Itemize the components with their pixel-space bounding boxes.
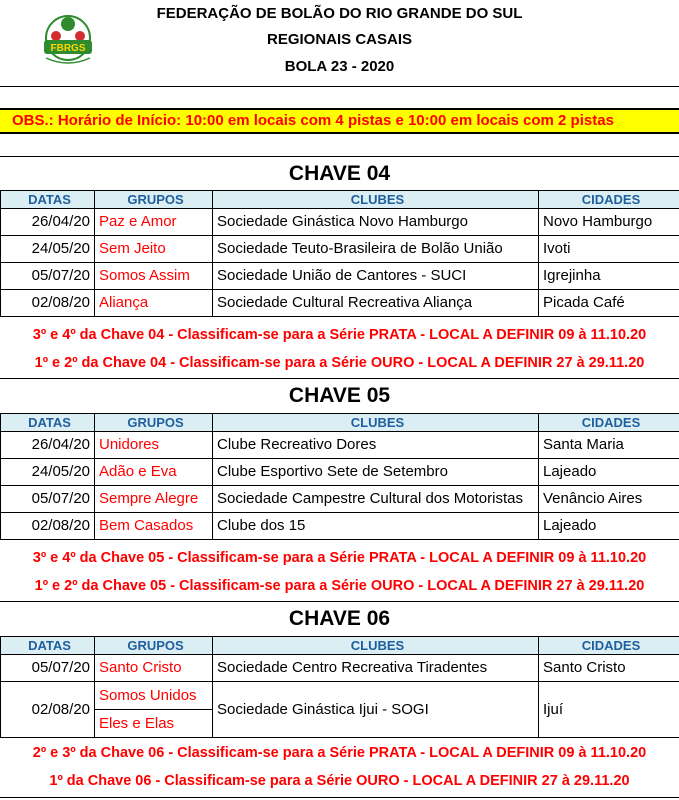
table-row: [1, 682, 679, 738]
divider: [0, 378, 679, 379]
divider: [0, 601, 679, 602]
table-header-row: [1, 191, 679, 209]
table-row: [1, 209, 679, 236]
chave-06-table: [0, 636, 679, 738]
table-row: [1, 236, 679, 263]
table-row: [1, 290, 679, 317]
document-header: [0, 0, 679, 86]
chave-04-table: [0, 190, 679, 317]
cell-cidade: Ivoti: [539, 236, 679, 263]
col-cidades: CIDADES: [539, 637, 679, 655]
table-header-row: [1, 637, 679, 655]
col-datas: DATAS: [1, 414, 95, 432]
cell-data: 05/07/20: [1, 263, 95, 290]
chave-06-ouro-note: 1º da Chave 06 - Classificam-se para a Série OURO - LOCAL A DEFINIR 27 à 29.11.20: [49, 773, 630, 789]
cell-cidade: Santo Cristo: [539, 655, 679, 682]
cell-data: 24/05/20: [1, 459, 95, 486]
table-header-row: [1, 414, 679, 432]
cell-clube: Sociedade Ginástica Novo Hamburgo: [213, 209, 539, 236]
cell-cidade: Lajeado: [539, 459, 679, 486]
federation-title: FEDERAÇÃO DE BOLÃO DO RIO GRANDE DO SUL: [156, 5, 523, 22]
cell-grupo: Sempre Alegre: [95, 486, 213, 513]
chave-04-ouro-note: 1º e 2º da Chave 04 - Classificam-se para a Série OURO - LOCAL A DEFINIR 27 à 29.11.20: [34, 355, 645, 371]
cell-clube: Sociedade Centro Recreativa Tiradentes: [213, 655, 539, 682]
col-grupos: GRUPOS: [95, 414, 213, 432]
col-datas: DATAS: [1, 637, 95, 655]
cell-clube: Clube Recreativo Dores: [213, 432, 539, 459]
col-clubes: CLUBES: [213, 191, 539, 209]
col-grupos: GRUPOS: [95, 191, 213, 209]
event-title: REGIONAIS CASAIS: [266, 31, 413, 48]
cell-grupo: Somos Unidos: [99, 687, 197, 704]
chave-04-title: CHAVE 04: [288, 162, 391, 185]
col-grupos: GRUPOS: [95, 637, 213, 655]
cell-clube: Sociedade Cultural Recreativa Aliança: [213, 290, 539, 317]
cell-clube: Sociedade Campestre Cultural dos Motoristas: [213, 486, 539, 513]
cell-data: 02/08/20: [1, 682, 95, 738]
chave-05-ouro-note: 1º e 2º da Chave 05 - Classificam-se para a Série OURO - LOCAL A DEFINIR 27 à 29.11.20: [34, 578, 645, 594]
cell-data: 05/07/20: [1, 655, 95, 682]
table-row: [1, 263, 679, 290]
logo-text: FBRGS: [50, 43, 86, 54]
cell-clube: Clube Esportivo Sete de Setembro: [213, 459, 539, 486]
cell-cidade: Ijuí: [539, 682, 679, 738]
chave-04-prata-note: 3º e 4º da Chave 04 - Classificam-se para a Série PRATA - LOCAL A DEFINIR 09 à 11.10.20: [32, 327, 647, 343]
divider: [0, 156, 679, 157]
table-row: [1, 513, 679, 540]
cell-grupo: Paz e Amor: [95, 209, 213, 236]
cell-grupo: Adão e Eva: [95, 459, 213, 486]
chave-05-title: CHAVE 05: [288, 384, 391, 407]
cell-grupo: Aliança: [95, 290, 213, 317]
cell-grupo: Sem Jeito: [95, 236, 213, 263]
divider: [0, 86, 679, 87]
cell-grupo-split: [95, 682, 213, 738]
cell-data: 24/05/20: [1, 236, 95, 263]
col-clubes: CLUBES: [213, 637, 539, 655]
table-row: [1, 655, 679, 682]
cell-cidade: Picada Café: [539, 290, 679, 317]
cell-clube: Sociedade Ginástica Ijui - SOGI: [213, 682, 539, 738]
cell-clube: Sociedade Teuto-Brasileira de Bolão União: [213, 236, 539, 263]
chave-06-prata-note: 2º e 3º da Chave 06 - Classificam-se para a Série PRATA - LOCAL A DEFINIR 09 à 11.10.20: [32, 745, 647, 761]
cell-clube: Sociedade União de Cantores - SUCI: [213, 263, 539, 290]
cell-data: 26/04/20: [1, 209, 95, 236]
cell-grupo: Unidores: [95, 432, 213, 459]
table-row: [1, 486, 679, 513]
chave-05-prata-note: 3º e 4º da Chave 05 - Classificam-se para a Série PRATA - LOCAL A DEFINIR 09 à 11.10.20: [32, 550, 647, 566]
divider: [0, 797, 679, 798]
col-cidades: CIDADES: [539, 191, 679, 209]
table-row: [1, 459, 679, 486]
col-cidades: CIDADES: [539, 414, 679, 432]
chave-06-title: CHAVE 06: [288, 607, 391, 630]
cell-cidade: Igrejinha: [539, 263, 679, 290]
cell-cidade: Santa Maria: [539, 432, 679, 459]
event-subtitle: BOLA 23 - 2020: [284, 58, 395, 75]
cell-data: 26/04/20: [1, 432, 95, 459]
cell-grupo: Eles e Elas: [95, 709, 212, 737]
cell-cidade: Novo Hamburgo: [539, 209, 679, 236]
cell-data: 02/08/20: [1, 290, 95, 317]
table-row: [1, 432, 679, 459]
chave-05-table: [0, 413, 679, 540]
cell-grupo: Santo Cristo: [95, 655, 213, 682]
cell-clube: Clube dos 15: [213, 513, 539, 540]
col-clubes: CLUBES: [213, 414, 539, 432]
col-datas: DATAS: [1, 191, 95, 209]
cell-cidade: Lajeado: [539, 513, 679, 540]
cell-grupo: Somos Assim: [95, 263, 213, 290]
cell-cidade: Venâncio Aires: [539, 486, 679, 513]
cell-data: 02/08/20: [1, 513, 95, 540]
obs-note: OBS.: Horário de Início: 10:00 em locais com 4 pistas e 10:00 em locais com 2 pistas: [0, 108, 679, 134]
cell-grupo: Bem Casados: [95, 513, 213, 540]
cell-data: 05/07/20: [1, 486, 95, 513]
